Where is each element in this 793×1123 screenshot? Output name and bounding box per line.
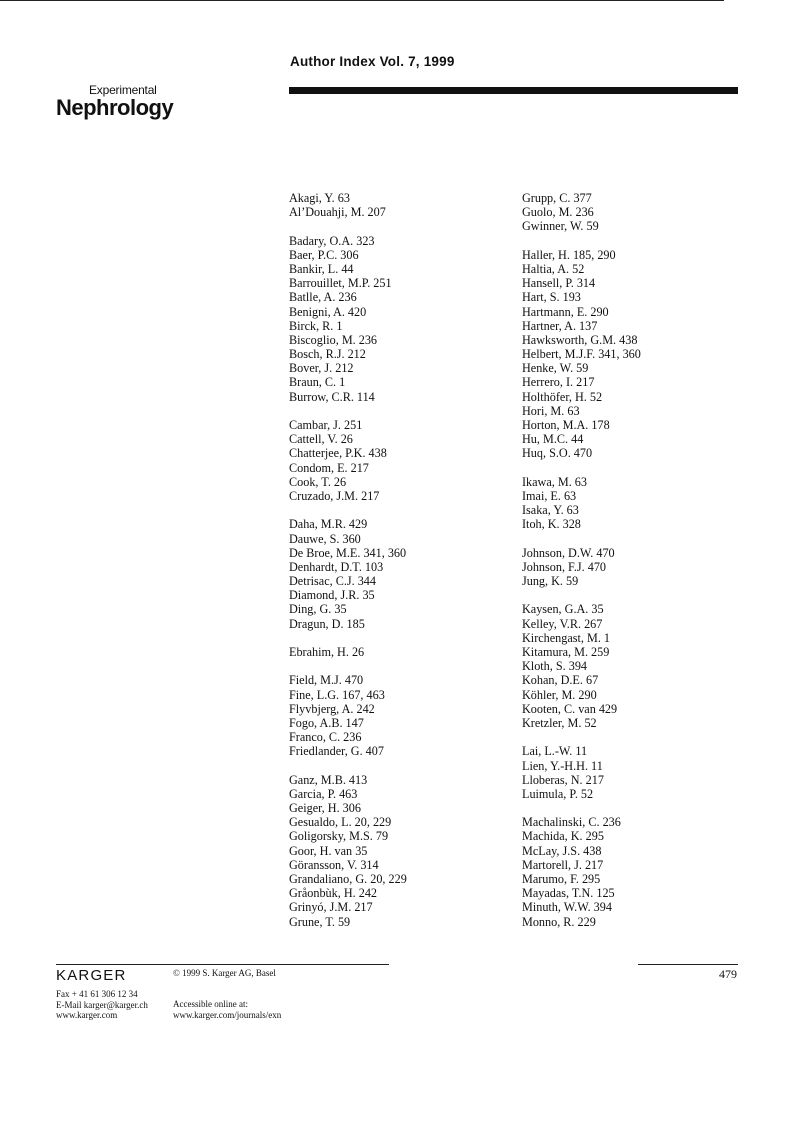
author-entry: Friedlander, G. 407 bbox=[289, 744, 384, 759]
author-entry: Huq, S.O. 470 bbox=[522, 446, 593, 461]
author-entry: Daha, M.R. 429 bbox=[289, 517, 368, 532]
author-entry: Isaka, Y. 63 bbox=[522, 503, 579, 518]
author-entry: Grune, T. 59 bbox=[289, 914, 351, 929]
author-entry: Braun, C. 1 bbox=[289, 375, 346, 390]
author-entry: Kitamura, M. 259 bbox=[522, 645, 610, 659]
author-entry: Dauwe, S. 360 bbox=[289, 531, 361, 546]
author-entry: Hartmann, E. 290 bbox=[522, 304, 609, 319]
journal-logo-main: Nephrology bbox=[56, 95, 174, 120]
author-group bbox=[522, 248, 641, 461]
author-entry: Kohan, D.E. 67 bbox=[522, 673, 599, 688]
author-entry: Bosch, R.J. 212 bbox=[289, 347, 366, 362]
author-group bbox=[522, 475, 641, 532]
author-entry: McLay, J.S. 438 bbox=[522, 843, 602, 858]
page-number: 479 bbox=[719, 967, 737, 981]
author-entry: Hartner, A. 137 bbox=[522, 318, 598, 333]
fax-number: Fax + 41 61 306 12 34 bbox=[56, 989, 138, 999]
publisher-logo: KARGER bbox=[56, 967, 127, 984]
author-group bbox=[289, 773, 407, 929]
author-entry: Goor, H. van 35 bbox=[289, 843, 368, 858]
author-entry: Lloberas, N. 217 bbox=[522, 772, 604, 787]
online-url[interactable]: www.karger.com/journals/exn bbox=[173, 1009, 282, 1020]
author-entry: Grinyó, J.M. 217 bbox=[289, 900, 373, 915]
author-entry: Baer, P.C. 306 bbox=[289, 247, 359, 262]
copyright-notice: © 1999 S. Karger AG, Basel bbox=[173, 968, 276, 978]
author-entry: Göransson, V. 314 bbox=[289, 857, 379, 872]
author-entry: Hu, M.C. 44 bbox=[522, 432, 584, 447]
footer-rule-right bbox=[638, 964, 738, 965]
author-entry: Biscoglio, M. 236 bbox=[289, 332, 378, 347]
title-bar bbox=[289, 87, 738, 94]
page-title: Author Index Vol. 7, 1999 bbox=[290, 54, 455, 69]
author-entry: Monno, R. 229 bbox=[522, 914, 596, 929]
author-entry: Benigni, A. 420 bbox=[289, 304, 367, 319]
author-entry: Flyvbjerg, A. 242 bbox=[289, 701, 375, 716]
author-entry: Akagi, Y. 63 bbox=[289, 191, 350, 205]
author-entry: Hori, M. 63 bbox=[522, 403, 580, 418]
author-entry: Gesualdo, L. 20, 229 bbox=[289, 815, 392, 830]
author-entry: Johnson, F.J. 470 bbox=[522, 559, 607, 574]
author-entry: Condom, E. 217 bbox=[289, 460, 369, 475]
author-entry: Cattell, V. 26 bbox=[289, 432, 353, 447]
author-entry: Cambar, J. 251 bbox=[289, 418, 363, 432]
author-entry: Machida, K. 295 bbox=[522, 829, 604, 844]
publisher-contact bbox=[56, 989, 148, 1021]
author-entry: Gwinner, W. 59 bbox=[522, 219, 599, 234]
author-entry: Denhardt, D.T. 103 bbox=[289, 559, 384, 574]
author-entry: Hansell, P. 314 bbox=[522, 276, 596, 291]
author-entry: Al’Douahji, M. 207 bbox=[289, 205, 386, 220]
author-column-left bbox=[289, 191, 407, 943]
author-entry: Ebrahim, H. 26 bbox=[289, 645, 365, 659]
author-entry: Luimula, P. 52 bbox=[522, 786, 594, 801]
author-entry: Marumo, F. 295 bbox=[522, 872, 601, 886]
author-group bbox=[289, 673, 407, 758]
author-entry: Kooten, C. van 429 bbox=[522, 701, 618, 716]
author-entry: Hawksworth, G.M. 438 bbox=[522, 332, 638, 347]
author-entry: Köhler, M. 290 bbox=[522, 687, 597, 702]
author-entry: Field, M.J. 470 bbox=[289, 673, 364, 688]
author-entry: Fine, L.G. 167, 463 bbox=[289, 687, 385, 702]
author-entry: Fogo, A.B. 147 bbox=[289, 715, 364, 730]
author-entry: Kloth, S. 394 bbox=[522, 659, 588, 674]
author-entry: Grupp, C. 377 bbox=[522, 191, 592, 205]
author-entry: Barrouillet, M.P. 251 bbox=[289, 276, 392, 291]
top-rule bbox=[0, 0, 724, 1]
author-group bbox=[522, 744, 641, 801]
author-entry: Lien, Y.-H.H. 11 bbox=[522, 758, 603, 773]
author-entry: Haltia, A. 52 bbox=[522, 261, 585, 276]
online-access bbox=[173, 999, 281, 1020]
author-entry: Birck, R. 1 bbox=[289, 318, 343, 333]
author-entry: Goligorsky, M.S. 79 bbox=[289, 829, 389, 844]
author-entry: Franco, C. 236 bbox=[289, 730, 362, 745]
author-entry: Kaysen, G.A. 35 bbox=[522, 602, 604, 617]
author-entry: Herrero, I. 217 bbox=[522, 375, 595, 390]
author-entry: Chatterjee, P.K. 438 bbox=[289, 446, 387, 461]
author-entry: Henke, W. 59 bbox=[522, 361, 589, 376]
author-entry: Haller, H. 185, 290 bbox=[522, 247, 616, 262]
author-entry: Burrow, C.R. 114 bbox=[289, 389, 375, 404]
author-entry: Diamond, J.R. 35 bbox=[289, 588, 375, 603]
author-entry: Bover, J. 212 bbox=[289, 361, 354, 376]
author-entry: Kelley, V.R. 267 bbox=[522, 616, 603, 631]
author-entry: Johnson, D.W. 470 bbox=[522, 545, 615, 560]
author-group bbox=[289, 191, 407, 219]
author-entry: Guolo, M. 236 bbox=[522, 205, 594, 220]
author-group bbox=[522, 815, 641, 929]
website-link[interactable]: www.karger.com bbox=[56, 1010, 118, 1020]
author-entry: Mayadas, T.N. 125 bbox=[522, 886, 615, 901]
author-entry: De Broe, M.E. 341, 360 bbox=[289, 545, 407, 560]
author-entry: Geiger, H. 306 bbox=[289, 801, 361, 816]
author-entry: Grandaliano, G. 20, 229 bbox=[289, 872, 407, 886]
author-group bbox=[289, 517, 407, 631]
author-entry: Imai, E. 63 bbox=[522, 488, 577, 503]
author-entry: Itoh, K. 328 bbox=[522, 517, 581, 532]
author-entry: Lai, L.-W. 11 bbox=[522, 744, 588, 759]
author-group bbox=[289, 418, 407, 503]
author-entry: Martorell, J. 217 bbox=[522, 857, 604, 872]
author-entry: Jung, K. 59 bbox=[522, 574, 579, 589]
author-entry: Kirchengast, M. 1 bbox=[522, 630, 611, 645]
author-entry: Ding, G. 35 bbox=[289, 602, 347, 617]
journal-logo-top: Experimental bbox=[89, 83, 157, 97]
author-group bbox=[522, 602, 641, 730]
author-entry: Cook, T. 26 bbox=[289, 474, 347, 489]
author-entry: Dragun, D. 185 bbox=[289, 616, 365, 631]
author-entry: Helbert, M.J.F. 341, 360 bbox=[522, 347, 641, 362]
author-entry: Batlle, A. 236 bbox=[289, 290, 357, 305]
author-entry: Kretzler, M. 52 bbox=[522, 715, 597, 730]
author-entry: Machalinski, C. 236 bbox=[522, 815, 621, 830]
author-entry: Ikawa, M. 63 bbox=[522, 474, 587, 489]
journal-logo bbox=[56, 84, 173, 119]
author-entry: Bankir, L. 44 bbox=[289, 261, 354, 276]
author-group bbox=[289, 645, 407, 659]
author-group bbox=[522, 546, 641, 589]
author-entry: Minuth, W.W. 394 bbox=[522, 900, 612, 915]
author-entry: Ganz, M.B. 413 bbox=[289, 772, 368, 787]
author-entry: Gråonbùk, H. 242 bbox=[289, 886, 378, 901]
online-label: Accessible online at: bbox=[173, 999, 248, 1009]
author-group bbox=[522, 191, 641, 234]
author-entry: Holthöfer, H. 52 bbox=[522, 389, 603, 404]
author-entry: Horton, M.A. 178 bbox=[522, 418, 610, 432]
author-column-right bbox=[522, 191, 641, 943]
author-entry: Detrisac, C.J. 344 bbox=[289, 574, 376, 589]
footer-rule-left bbox=[56, 964, 389, 965]
author-entry: Cruzado, J.M. 217 bbox=[289, 488, 380, 503]
author-entry: Hart, S. 193 bbox=[522, 290, 581, 305]
author-entry: Garcia, P. 463 bbox=[289, 786, 358, 801]
author-entry: Badary, O.A. 323 bbox=[289, 233, 375, 248]
email-address: E-Mail karger@karger.ch bbox=[56, 999, 148, 1010]
author-group bbox=[289, 234, 407, 404]
